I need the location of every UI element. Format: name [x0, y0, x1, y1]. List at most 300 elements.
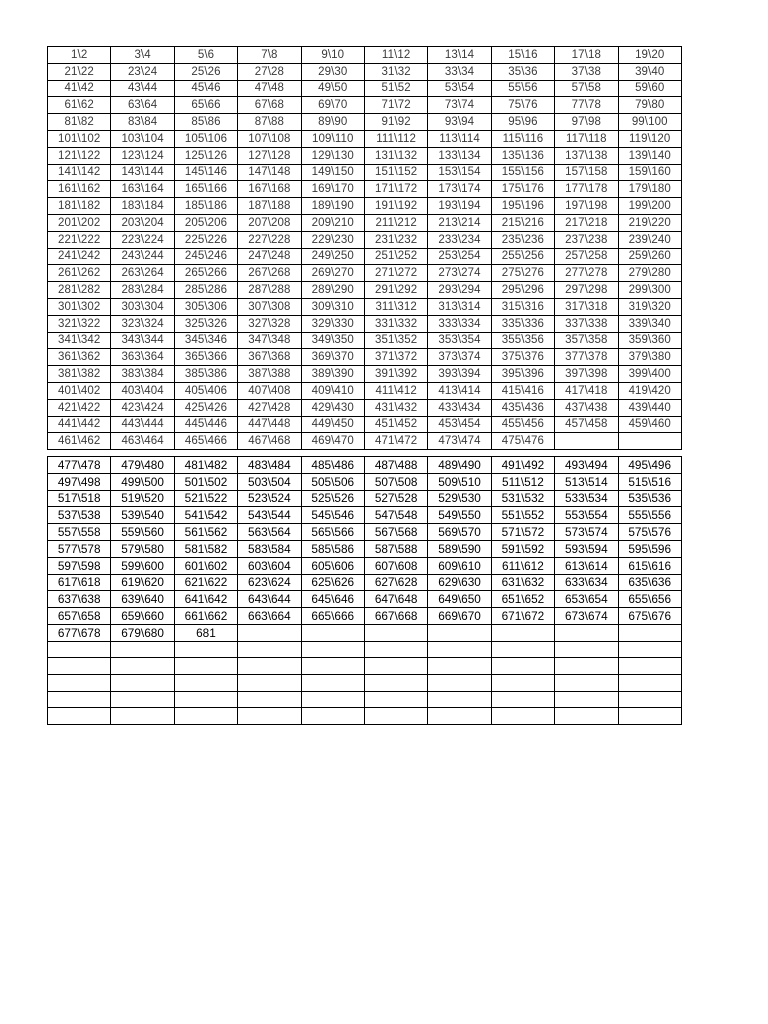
- table-cell: 195\196: [491, 198, 554, 215]
- table-cell: 609\610: [428, 557, 491, 574]
- table-cell: 501\502: [174, 473, 237, 490]
- table-row: [48, 399, 682, 416]
- table-cell: 427\428: [238, 399, 301, 416]
- table-cell: 103\104: [111, 130, 174, 147]
- table-cell: 519\520: [111, 490, 174, 507]
- table-cell: 401\402: [48, 382, 111, 399]
- table-cell: 329\330: [301, 315, 364, 332]
- table-cell: 65\66: [174, 97, 237, 114]
- table-row: [48, 181, 682, 198]
- table-cell: 607\608: [364, 557, 427, 574]
- table-cell: 483\484: [238, 457, 301, 474]
- table-cell: [428, 641, 491, 658]
- table-cell: [491, 708, 554, 725]
- table-cell: 85\86: [174, 114, 237, 131]
- table-cell: 259\260: [618, 248, 681, 265]
- table-row: [48, 80, 682, 97]
- table-cell: [618, 641, 681, 658]
- table-cell: 659\660: [111, 608, 174, 625]
- table-cell: [238, 691, 301, 708]
- table-cell: 45\46: [174, 80, 237, 97]
- table-row: [48, 658, 682, 675]
- table-cell: 437\438: [555, 399, 618, 416]
- table-cell: 597\598: [48, 557, 111, 574]
- table-row: [48, 63, 682, 80]
- table-row: [48, 433, 682, 450]
- table-cell: 111\112: [364, 130, 427, 147]
- table-cell: 143\144: [111, 164, 174, 181]
- table-cell: [555, 708, 618, 725]
- table-cell: 511\512: [491, 473, 554, 490]
- table-cell: 451\452: [364, 416, 427, 433]
- table-cell: 207\208: [238, 214, 301, 231]
- table-cell: 135\136: [491, 147, 554, 164]
- table-cell: [174, 708, 237, 725]
- table-cell: 55\56: [491, 80, 554, 97]
- table-cell: 367\368: [238, 349, 301, 366]
- table-cell: 155\156: [491, 164, 554, 181]
- table-cell: 635\636: [618, 574, 681, 591]
- table-cell: 313\314: [428, 298, 491, 315]
- table-cell: 377\378: [555, 349, 618, 366]
- table-cell: 529\530: [428, 490, 491, 507]
- table-cell: 125\126: [174, 147, 237, 164]
- table-cell: 19\20: [618, 47, 681, 64]
- table-cell: 89\90: [301, 114, 364, 131]
- table-cell: 345\346: [174, 332, 237, 349]
- table-cell: [428, 674, 491, 691]
- table-cell: 253\254: [428, 248, 491, 265]
- table-row: [48, 457, 682, 474]
- table-row: [48, 382, 682, 399]
- table-cell: 115\116: [491, 130, 554, 147]
- table-cell: 159\160: [618, 164, 681, 181]
- table-cell: 269\270: [301, 265, 364, 282]
- table-cell: 435\436: [491, 399, 554, 416]
- table-cell: [174, 641, 237, 658]
- table-cell: 177\178: [555, 181, 618, 198]
- table-cell: 617\618: [48, 574, 111, 591]
- table-cell: 169\170: [301, 181, 364, 198]
- table-cell: 49\50: [301, 80, 364, 97]
- table-cell: 309\310: [301, 298, 364, 315]
- table-cell: [618, 624, 681, 641]
- table-cell: 323\324: [111, 315, 174, 332]
- table-row: [48, 315, 682, 332]
- table-cell: [491, 658, 554, 675]
- table-cell: 113\114: [428, 130, 491, 147]
- table-cell: 179\180: [618, 181, 681, 198]
- table-cell: [238, 641, 301, 658]
- table-row: [48, 416, 682, 433]
- table-cell: 481\482: [174, 457, 237, 474]
- table-cell: 9\10: [301, 47, 364, 64]
- table-cell: 627\628: [364, 574, 427, 591]
- table-row: [48, 490, 682, 507]
- table-cell: 575\576: [618, 524, 681, 541]
- table-cell: 463\464: [111, 433, 174, 450]
- table-cell: [301, 708, 364, 725]
- table-cell: 117\118: [555, 130, 618, 147]
- table-cell: 397\398: [555, 366, 618, 383]
- table-cell: [48, 641, 111, 658]
- table-cell: 399\400: [618, 366, 681, 383]
- table-cell: 317\318: [555, 298, 618, 315]
- table-cell: 385\386: [174, 366, 237, 383]
- table-cell: 433\434: [428, 399, 491, 416]
- table-cell: 61\62: [48, 97, 111, 114]
- table-cell: [174, 658, 237, 675]
- table-cell: 363\364: [111, 349, 174, 366]
- table-cell: 505\506: [301, 473, 364, 490]
- table-cell: 193\194: [428, 198, 491, 215]
- table-cell: 297\298: [555, 282, 618, 299]
- table-cell: 645\646: [301, 591, 364, 608]
- table-cell: 461\462: [48, 433, 111, 450]
- table-cell: 445\446: [174, 416, 237, 433]
- table-cell: 339\340: [618, 315, 681, 332]
- table-cell: 671\672: [491, 608, 554, 625]
- table-cell: [238, 674, 301, 691]
- table-cell: 619\620: [111, 574, 174, 591]
- table-cell: 601\602: [174, 557, 237, 574]
- table-cell: 121\122: [48, 147, 111, 164]
- table-cell: 217\218: [555, 214, 618, 231]
- table-cell: 497\498: [48, 473, 111, 490]
- table-cell: 271\272: [364, 265, 427, 282]
- table-cell: 535\536: [618, 490, 681, 507]
- table-cell: 325\326: [174, 315, 237, 332]
- table-cell: 415\416: [491, 382, 554, 399]
- table-cell: 321\322: [48, 315, 111, 332]
- table-cell: 233\234: [428, 231, 491, 248]
- table-cell: 419\420: [618, 382, 681, 399]
- table-cell: 133\134: [428, 147, 491, 164]
- table-cell: [618, 658, 681, 675]
- table-cell: 145\146: [174, 164, 237, 181]
- table-cell: 593\594: [555, 540, 618, 557]
- table-cell: [364, 624, 427, 641]
- table-cell: 241\242: [48, 248, 111, 265]
- table-cell: 187\188: [238, 198, 301, 215]
- table-cell: 101\102: [48, 130, 111, 147]
- table-cell: 109\110: [301, 130, 364, 147]
- table-cell: 543\544: [238, 507, 301, 524]
- table-cell: 381\382: [48, 366, 111, 383]
- table-cell: [301, 674, 364, 691]
- table-cell: 163\164: [111, 181, 174, 198]
- table-cell: 167\168: [238, 181, 301, 198]
- table-cell: 137\138: [555, 147, 618, 164]
- table-cell: 449\450: [301, 416, 364, 433]
- table-cell: 355\356: [491, 332, 554, 349]
- table-cell: 79\80: [618, 97, 681, 114]
- table-cell: 175\176: [491, 181, 554, 198]
- table-cell: 331\332: [364, 315, 427, 332]
- table-row: [48, 674, 682, 691]
- table-cell: 565\566: [301, 524, 364, 541]
- table-cell: 677\678: [48, 624, 111, 641]
- table-cell: 485\486: [301, 457, 364, 474]
- table-cell: 409\410: [301, 382, 364, 399]
- table-cell: [301, 691, 364, 708]
- table-cell: 105\106: [174, 130, 237, 147]
- table-cell: 545\546: [301, 507, 364, 524]
- table-cell: 405\406: [174, 382, 237, 399]
- table-cell: 41\42: [48, 80, 111, 97]
- table-cell: 655\656: [618, 591, 681, 608]
- table-cell: 165\166: [174, 181, 237, 198]
- table-cell: 97\98: [555, 114, 618, 131]
- table-cell: 681: [174, 624, 237, 641]
- table-cell: [555, 674, 618, 691]
- table-cell: 557\558: [48, 524, 111, 541]
- table-cell: 151\152: [364, 164, 427, 181]
- table-cell: [555, 691, 618, 708]
- table-cell: 71\72: [364, 97, 427, 114]
- table-cell: 261\262: [48, 265, 111, 282]
- table-cell: 225\226: [174, 231, 237, 248]
- table-cell: 67\68: [238, 97, 301, 114]
- table-cell: 647\648: [364, 591, 427, 608]
- table-cell: 375\376: [491, 349, 554, 366]
- table-cell: 245\246: [174, 248, 237, 265]
- table-cell: 239\240: [618, 231, 681, 248]
- table-row: [48, 198, 682, 215]
- table-cell: 23\24: [111, 63, 174, 80]
- table-cell: 5\6: [174, 47, 237, 64]
- table-cell: 21\22: [48, 63, 111, 80]
- table-cell: [238, 708, 301, 725]
- table-row: [48, 691, 682, 708]
- table-cell: 273\274: [428, 265, 491, 282]
- table-row: [48, 591, 682, 608]
- table-cell: 503\504: [238, 473, 301, 490]
- table-cell: 359\360: [618, 332, 681, 349]
- table-cell: 213\214: [428, 214, 491, 231]
- table-cell: 15\16: [491, 47, 554, 64]
- table-cell: 191\192: [364, 198, 427, 215]
- table-cell: 249\250: [301, 248, 364, 265]
- table-cell: [48, 708, 111, 725]
- table-row: [48, 708, 682, 725]
- table-cell: 35\36: [491, 63, 554, 80]
- table-cell: 149\150: [301, 164, 364, 181]
- table-cell: 33\34: [428, 63, 491, 80]
- table-cell: 421\422: [48, 399, 111, 416]
- table-cell: [111, 708, 174, 725]
- table-cell: 613\614: [555, 557, 618, 574]
- table-cell: 281\282: [48, 282, 111, 299]
- table-cell: 589\590: [428, 540, 491, 557]
- table-cell: [48, 674, 111, 691]
- table-cell: 513\514: [555, 473, 618, 490]
- table-cell: [428, 658, 491, 675]
- table-cell: 649\650: [428, 591, 491, 608]
- table-cell: [111, 691, 174, 708]
- table-cell: [301, 641, 364, 658]
- table-cell: 57\58: [555, 80, 618, 97]
- table-cell: 95\96: [491, 114, 554, 131]
- table-cell: 591\592: [491, 540, 554, 557]
- table-cell: 567\568: [364, 524, 427, 541]
- table-cell: 641\642: [174, 591, 237, 608]
- table-cell: 579\580: [111, 540, 174, 557]
- table-cell: 615\616: [618, 557, 681, 574]
- table-cell: 475\476: [491, 433, 554, 450]
- table-cell: [48, 691, 111, 708]
- table-cell: 583\584: [238, 540, 301, 557]
- table-cell: 333\334: [428, 315, 491, 332]
- table-cell: 493\494: [555, 457, 618, 474]
- table-cell: 657\658: [48, 608, 111, 625]
- table-cell: 305\306: [174, 298, 237, 315]
- table-cell: 507\508: [364, 473, 427, 490]
- table-cell: 429\430: [301, 399, 364, 416]
- table-row: [48, 282, 682, 299]
- table-cell: 373\374: [428, 349, 491, 366]
- table-cell: [491, 691, 554, 708]
- table-cell: 455\456: [491, 416, 554, 433]
- table-cell: 173\174: [428, 181, 491, 198]
- table-cell: 407\408: [238, 382, 301, 399]
- table-row: [48, 147, 682, 164]
- table-cell: [238, 624, 301, 641]
- table-cell: [364, 708, 427, 725]
- table-cell: 621\622: [174, 574, 237, 591]
- table-cell: [555, 641, 618, 658]
- table-cell: 161\162: [48, 181, 111, 198]
- table-row: [48, 97, 682, 114]
- table-row: [48, 164, 682, 181]
- table-cell: 287\288: [238, 282, 301, 299]
- table-cell: 581\582: [174, 540, 237, 557]
- table-cell: 499\500: [111, 473, 174, 490]
- table-cell: 265\266: [174, 265, 237, 282]
- table-cell: 11\12: [364, 47, 427, 64]
- table-cell: 199\200: [618, 198, 681, 215]
- table-cell: 337\338: [555, 315, 618, 332]
- table-cell: 637\638: [48, 591, 111, 608]
- table-cell: 63\64: [111, 97, 174, 114]
- table-cell: 639\640: [111, 591, 174, 608]
- table-cell: 299\300: [618, 282, 681, 299]
- table-row: [48, 624, 682, 641]
- table-cell: 289\290: [301, 282, 364, 299]
- table-cell: [301, 624, 364, 641]
- table-cell: [238, 658, 301, 675]
- table-cell: 229\230: [301, 231, 364, 248]
- table-cell: 577\578: [48, 540, 111, 557]
- table-cell: 547\548: [364, 507, 427, 524]
- table-cell: 425\426: [174, 399, 237, 416]
- table-cell: 223\224: [111, 231, 174, 248]
- table-cell: 3\4: [111, 47, 174, 64]
- table-cell: [618, 674, 681, 691]
- table-cell: 383\384: [111, 366, 174, 383]
- table-cell: 341\342: [48, 332, 111, 349]
- table-cell: 527\528: [364, 490, 427, 507]
- table-cell: 491\492: [491, 457, 554, 474]
- table-row: [48, 130, 682, 147]
- table-cell: 629\630: [428, 574, 491, 591]
- table-cell: 587\588: [364, 540, 427, 557]
- table-cell: 81\82: [48, 114, 111, 131]
- table-cell: 99\100: [618, 114, 681, 131]
- table-cell: 479\480: [111, 457, 174, 474]
- table-row: [48, 608, 682, 625]
- number-pairs-table-lower: [47, 456, 682, 725]
- table-cell: 201\202: [48, 214, 111, 231]
- table-cell: 469\470: [301, 433, 364, 450]
- table-cell: 93\94: [428, 114, 491, 131]
- table-cell: 283\284: [111, 282, 174, 299]
- table-cell: 227\228: [238, 231, 301, 248]
- table-cell: 453\454: [428, 416, 491, 433]
- table-cell: 667\668: [364, 608, 427, 625]
- table-cell: 147\148: [238, 164, 301, 181]
- table-row: [48, 557, 682, 574]
- table-cell: [428, 624, 491, 641]
- table-cell: 539\540: [111, 507, 174, 524]
- table-cell: 623\624: [238, 574, 301, 591]
- table-cell: 365\366: [174, 349, 237, 366]
- table-cell: 603\604: [238, 557, 301, 574]
- table-cell: [618, 433, 681, 450]
- table-cell: [555, 433, 618, 450]
- table-cell: [555, 658, 618, 675]
- table-cell: 389\390: [301, 366, 364, 383]
- table-row: [48, 641, 682, 658]
- table-cell: 209\210: [301, 214, 364, 231]
- table-cell: 343\344: [111, 332, 174, 349]
- table-cell: 553\554: [555, 507, 618, 524]
- table-cell: 403\404: [111, 382, 174, 399]
- table-cell: 13\14: [428, 47, 491, 64]
- table-cell: 679\680: [111, 624, 174, 641]
- table-cell: 7\8: [238, 47, 301, 64]
- table-cell: [364, 658, 427, 675]
- table-cell: 471\472: [364, 433, 427, 450]
- table-cell: 129\130: [301, 147, 364, 164]
- table-cell: 59\60: [618, 80, 681, 97]
- table-cell: 31\32: [364, 63, 427, 80]
- table-cell: [428, 708, 491, 725]
- table-cell: 247\248: [238, 248, 301, 265]
- table-cell: 561\562: [174, 524, 237, 541]
- table-cell: 123\124: [111, 147, 174, 164]
- table-cell: 189\190: [301, 198, 364, 215]
- table-cell: 87\88: [238, 114, 301, 131]
- table-cell: [491, 674, 554, 691]
- table-cell: 395\396: [491, 366, 554, 383]
- table-cell: 311\312: [364, 298, 427, 315]
- table-cell: 277\278: [555, 265, 618, 282]
- table-cell: 369\370: [301, 349, 364, 366]
- table-cell: [491, 624, 554, 641]
- table-cell: 107\108: [238, 130, 301, 147]
- table-cell: 181\182: [48, 198, 111, 215]
- table-cell: 417\418: [555, 382, 618, 399]
- table-cell: 443\444: [111, 416, 174, 433]
- table-cell: 153\154: [428, 164, 491, 181]
- table-row: [48, 231, 682, 248]
- table-cell: 221\222: [48, 231, 111, 248]
- table-cell: 301\302: [48, 298, 111, 315]
- table-cell: 335\336: [491, 315, 554, 332]
- table-row: [48, 114, 682, 131]
- table-cell: 413\414: [428, 382, 491, 399]
